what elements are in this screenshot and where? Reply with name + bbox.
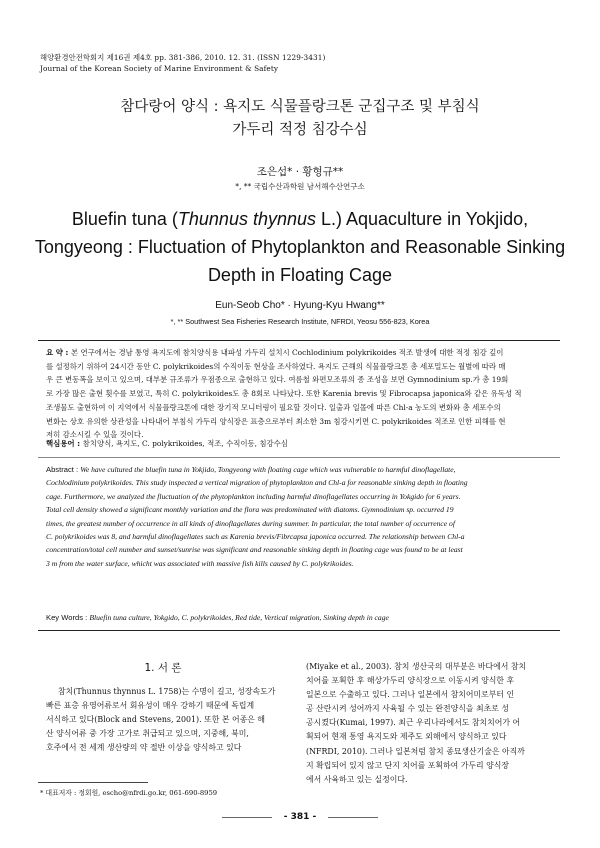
english-abstract <box>46 463 554 570</box>
body-line: 서식하고 있다(Block and Stevens, 2001). 또한 본 어종은 해 <box>46 715 266 725</box>
title-text: Bluefin tuna ( <box>71 209 178 229</box>
english-authors: Eun-Seob Cho* · Hyung-Kyu Hwang** <box>215 300 385 311</box>
abstract-line: cage. Furthermore, we analyzed the fluctuation of the phytoplankton including harmful dinoflagellates occurring in Yokgido for 6 years. <box>46 491 461 501</box>
right-column <box>306 660 556 787</box>
abstract-line: 를 설정하기 위하여 24시간 동안 C. polykrikoides의 수직이동 현상을 조사하였다. 욕지도 근해의 식물플랑크톤 총 세포밀도는 월별에 따라 매 <box>46 361 506 371</box>
korean-title-line1: 참다랑어 양식 : 욕지도 식물플랑크톤 군집구조 및 부침식 <box>120 99 480 115</box>
korean-affiliation: *, ** 국립수산과학원 남서해수산연구소 <box>235 182 365 191</box>
abstract-line: Abstract : We have cultured the bluefin tuna in Yokjido, Tongyeong with floating cage which was vulnerable to harmful dinoflagellate, <box>46 465 456 474</box>
keywords-label: Key Words : <box>46 613 90 622</box>
abstract-line: 조생물도 출현하여 이 지역에서 식물플랑크톤에 대한 장기적 모니터링이 필요할 것이다. 일출과 일몰에 따른 Chl-a 농도의 변화와 총 세포수의 <box>46 402 501 412</box>
english-title-line2: Tongyeong : Fluctuation of Phytoplankton and Reasonable Sinking <box>34 237 566 257</box>
abstract-line: times, the greatest number of occurrence in all kinds of dinoflagellates during summer. In particular, the total number of occurrence of <box>46 518 455 528</box>
abstract-bottom-rule <box>38 630 560 631</box>
english-keywords: Key Words : Bluefin tuna culture, Yokgido, C. polykrikoides, Red tide, Vertical migration, Sinking depth in cage <box>46 613 389 622</box>
abstract-line: C. polykrikoides was 8, and harmful dinoflagellates such as Karenia brevis/Fibrcapsa japonica occurred. The relationship between Chl-a <box>46 532 465 542</box>
abstract-line: Total cell density showed a significant monthly variation and the flora was predominated with diatoms. Gymnodinium sp. occurred 19 <box>46 505 454 515</box>
body-line: 획되어 현재 통영 욕지도와 제주도 외해에서 양식하고 있다 <box>306 732 507 742</box>
korean-title-line2: 가두리 적정 침강수심 <box>232 122 368 138</box>
english-title-line3: Depth in Floating Cage <box>207 265 393 285</box>
abstract-line: 요 약 : 본 연구에서는 경남 통영 욕지도에 참치양식용 내파성 가두리 설치시 Cochlodinium polykrikoides 적조 발생에 대한 적정 침강 깊이 <box>46 348 504 357</box>
page-number: - 381 - <box>283 812 317 822</box>
corresponding-author-footnote: * 대표저자 : 정회원, escho@nfrdi.go.kr, 061-690-8959 <box>40 789 218 797</box>
abstract-label: 요 약 : <box>46 348 71 357</box>
body-line: 공시켰다(Kumai, 1997). 최근 우리나라에서도 참치치어가 어 <box>306 718 521 728</box>
abstract-line: 우 큰 변동폭을 보이고 있으며, 대부분 규조류가 우점종으로 출현하고 있다. 여름철 와편모조류의 종 조성을 보면 Gymnodinium sp.가 총 19회 <box>46 375 509 385</box>
abstract-label: Abstract : <box>46 465 81 474</box>
keywords-label: 핵심용어 : <box>46 439 83 448</box>
body-line: 빠른 표층 유영어류로서 회유성이 매우 강하기 때문에 독립계 <box>46 701 255 711</box>
korean-authors: 조은섭* · 황형규** <box>256 166 344 178</box>
korean-title <box>0 96 600 142</box>
english-affiliation: *, ** Southwest Sea Fisheries Research Institute, NFRDI, Yeosu 556-823, Korea <box>170 317 430 326</box>
body-line: 일본으로 수출하고 있다. 그러나 일본에서 참치어미로부터 인 <box>306 690 515 700</box>
journal-name: Journal of the Korean Society of Marine Environment & Safety <box>40 64 279 73</box>
body-line: 에서 사육하고 있는 실정이다. <box>306 774 408 784</box>
abstract-line: 변화는 상호 유의한 상관성을 나타내어 부침식 가두리 양식장은 표층으로부터 최소한 3m 침강시키면 C. polykrikoides 적조로 인한 피해를 현 <box>46 416 506 426</box>
abstract-line: 저히 감소시킬 수 있을 것이다. <box>46 430 144 440</box>
title-text: L.) Aquaculture in Yokjido, <box>316 209 529 229</box>
abstract-line: 로 가장 많은 출현 횟수를 보였고, 특히 C. polykrikoides도 총 8회로 나타났다. 또한 Karenia brevis 및 Fibrocapsa japonica와 같은 유독성 적 <box>46 389 522 399</box>
abstract-line: 3 m from the water surface, whicht was associated with massive fish kills caused by C. polykrikoides. <box>46 558 354 568</box>
journal-citation: 해양환경안전학회지 제16권 제4호 pp. 381-386, 2010. 12. 31. (ISSN 1229-3431) <box>40 53 326 62</box>
species-name: Thunnus thynnus <box>177 209 316 229</box>
journal-header <box>40 52 325 74</box>
body-line: (NFRDI, 2010). 그러나 일본처럼 참치 종묘생산기술은 아직까 <box>306 746 525 756</box>
section-heading: 1. 서 론 <box>144 662 182 674</box>
abstract-line: Cochlodinium polykrikoides. This study inspected a vertical migration of phytoplankton and Chl-a for reasonable sinking depth in floating <box>46 478 468 488</box>
abstract-line: concentration/total cell number and sunset/sunrise was significant and reasonable sinking depth in floating cage was found to be at least <box>46 545 463 555</box>
body-line: 공 산란시켜 성어까지 사육될 수 있는 완전양식을 최초로 성 <box>306 704 510 714</box>
footnote-rule <box>38 782 148 783</box>
korean-keywords: 핵심용어 : 참치양식, 욕지도, C. polykrikoides, 적조, 수직이동, 침강수심 <box>46 439 288 448</box>
abstract-top-rule <box>38 340 560 341</box>
body-line: (Miyake et al., 2003). 참치 생산국의 대부분은 바다에서 참치 <box>306 662 527 671</box>
body-line: 지 확립되어 있지 않고 단지 치어를 포획하여 가두리 양식장 <box>306 760 510 770</box>
abstract-divider <box>38 457 560 458</box>
page-number-rule-right <box>328 817 378 818</box>
body-line: 치어를 포획한 후 해상가두리 양식장으로 이동시켜 양식한 후 <box>306 676 515 686</box>
body-line: 참치(Thunnus thynnus L. 1758)는 수명이 길고, 성장속도가 <box>58 687 276 696</box>
english-title <box>0 205 600 289</box>
body-line: 산 양식어류 중 가장 고가로 취급되고 있으며, 지중해, 북미, <box>46 729 249 739</box>
body-line: 호주에서 전 세계 생산량의 약 절반 이상을 양식하고 있다 <box>46 743 242 753</box>
english-title-line1 <box>0 205 600 233</box>
left-column <box>46 685 292 755</box>
korean-abstract <box>46 346 554 442</box>
